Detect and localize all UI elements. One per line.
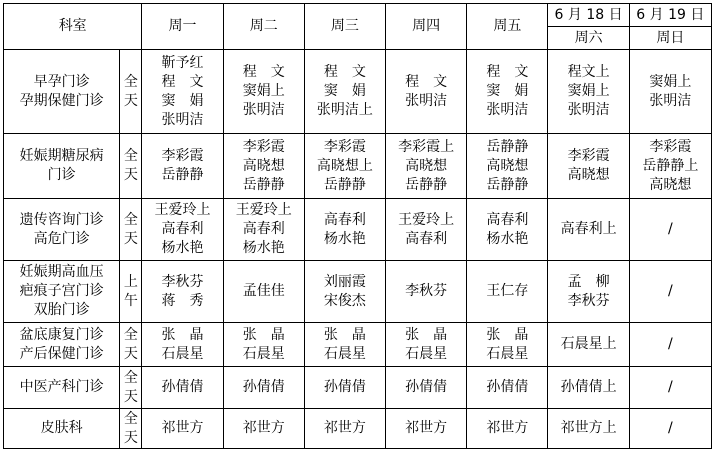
schedule-cell: 孙倩倩上 xyxy=(548,367,629,409)
schedule-cell: 孙倩倩 xyxy=(223,367,304,409)
time-slot: 全 天 xyxy=(120,409,142,449)
schedule-cell: 张 晶 石晨星 xyxy=(467,323,548,367)
schedule-cell: / xyxy=(629,261,711,323)
schedule-cell: 李彩霞 高晓想 xyxy=(548,134,629,199)
table-row xyxy=(4,50,712,134)
schedule-cell: 李彩霞 岳静静上 高晓想 xyxy=(629,134,711,199)
schedule-cell: 王爱玲上 高春利 杨水艳 xyxy=(223,199,304,261)
time-slot: 全 天 xyxy=(120,367,142,409)
schedule-cell: 程 文 窦 娟 张明洁 xyxy=(467,50,548,134)
time-slot: 全 天 xyxy=(120,323,142,367)
table-row xyxy=(4,261,712,323)
schedule-cell: 祁世方 xyxy=(142,409,223,449)
dept-label: 遗传咨询门诊 高危门诊 xyxy=(4,199,120,261)
schedule-cell: 祁世方 xyxy=(304,409,385,449)
dept-label: 盆底康复门诊 产后保健门诊 xyxy=(4,323,120,367)
table-row xyxy=(4,134,712,199)
schedule-cell: 孙倩倩 xyxy=(386,367,467,409)
header-row xyxy=(4,4,712,27)
schedule-cell: 李彩霞 高晓想上 岳静静 xyxy=(304,134,385,199)
dept-label: 中医产科门诊 xyxy=(4,367,120,409)
schedule-cell: 李彩霞 高晓想 岳静静 xyxy=(223,134,304,199)
schedule-cell: 高春利 杨水艳 xyxy=(304,199,385,261)
schedule-cell: 孟佳佳 xyxy=(223,261,304,323)
schedule-cell: 孙倩倩 xyxy=(142,367,223,409)
schedule-cell: 程 文 张明洁 xyxy=(386,50,467,134)
schedule-cell: 祁世方 xyxy=(223,409,304,449)
table-row xyxy=(4,323,712,367)
schedule-cell: 祁世方上 xyxy=(548,409,629,449)
schedule-cell: 王仁存 xyxy=(467,261,548,323)
dept-label: 皮肤科 xyxy=(4,409,120,449)
header-day-sat: 周六 xyxy=(548,27,629,50)
header-day-tue: 周二 xyxy=(223,4,304,50)
schedule-cell: / xyxy=(629,367,711,409)
header-day-sun: 周日 xyxy=(629,27,711,50)
header-sun-date: 6 月 19 日 xyxy=(629,4,711,27)
schedule-cell: 孟 柳 李秋芬 xyxy=(548,261,629,323)
schedule-cell: 祁世方 xyxy=(386,409,467,449)
schedule-cell: 李彩霞上 高晓想 岳静静 xyxy=(386,134,467,199)
schedule-cell: 张 晶 石晨星 xyxy=(304,323,385,367)
schedule-table xyxy=(3,3,712,449)
schedule-cell: 高春利 杨水艳 xyxy=(467,199,548,261)
schedule-cell: 孙倩倩 xyxy=(467,367,548,409)
schedule-cell: 岳静静 高晓想 岳静静 xyxy=(467,134,548,199)
table-row xyxy=(4,199,712,261)
schedule-cell: 张 晶 石晨星 xyxy=(223,323,304,367)
dept-label: 妊娠期高血压 疤痕子宫门诊 双胎门诊 xyxy=(4,261,120,323)
time-slot: 全 天 xyxy=(120,199,142,261)
schedule-cell: 祁世方 xyxy=(467,409,548,449)
header-day-mon: 周一 xyxy=(142,4,223,50)
time-slot: 全 天 xyxy=(120,134,142,199)
header-day-fri: 周五 xyxy=(467,4,548,50)
schedule-cell: 程 文 窦 娟 张明洁上 xyxy=(304,50,385,134)
schedule-cell: 李秋芬 蒋 秀 xyxy=(142,261,223,323)
header-day-thu: 周四 xyxy=(386,4,467,50)
time-slot: 上 午 xyxy=(120,261,142,323)
schedule-cell: 程文上 窦娟上 张明洁 xyxy=(548,50,629,134)
table-row xyxy=(4,367,712,409)
schedule-cell: 高春利上 xyxy=(548,199,629,261)
schedule-cell: 王爱玲上 高春利 xyxy=(386,199,467,261)
schedule-cell: 窦娟上 张明洁 xyxy=(629,50,711,134)
header-day-wed: 周三 xyxy=(304,4,385,50)
schedule-cell: 石晨星上 xyxy=(548,323,629,367)
schedule-cell: 张 晶 石晨星 xyxy=(386,323,467,367)
schedule-cell: 刘丽霞 宋俊杰 xyxy=(304,261,385,323)
dept-label: 早孕门诊 孕期保健门诊 xyxy=(4,50,120,134)
schedule-cell: 王爱玲上 高春利 杨水艳 xyxy=(142,199,223,261)
schedule-cell: 靳予红 程 文 窦 娟 张明洁 xyxy=(142,50,223,134)
header-sat-date: 6 月 18 日 xyxy=(548,4,629,27)
schedule-cell: / xyxy=(629,323,711,367)
schedule-cell: 程 文 窦娟上 张明洁 xyxy=(223,50,304,134)
time-slot: 全 天 xyxy=(120,50,142,134)
schedule-cell: 孙倩倩 xyxy=(304,367,385,409)
schedule-cell: / xyxy=(629,409,711,449)
schedule-cell: 李秋芬 xyxy=(386,261,467,323)
dept-label: 妊娠期糖尿病 门诊 xyxy=(4,134,120,199)
schedule-cell: 李彩霞 岳静静 xyxy=(142,134,223,199)
schedule-cell: / xyxy=(629,199,711,261)
schedule-cell: 张 晶 石晨星 xyxy=(142,323,223,367)
header-dept: 科室 xyxy=(4,4,142,50)
table-row xyxy=(4,409,712,449)
